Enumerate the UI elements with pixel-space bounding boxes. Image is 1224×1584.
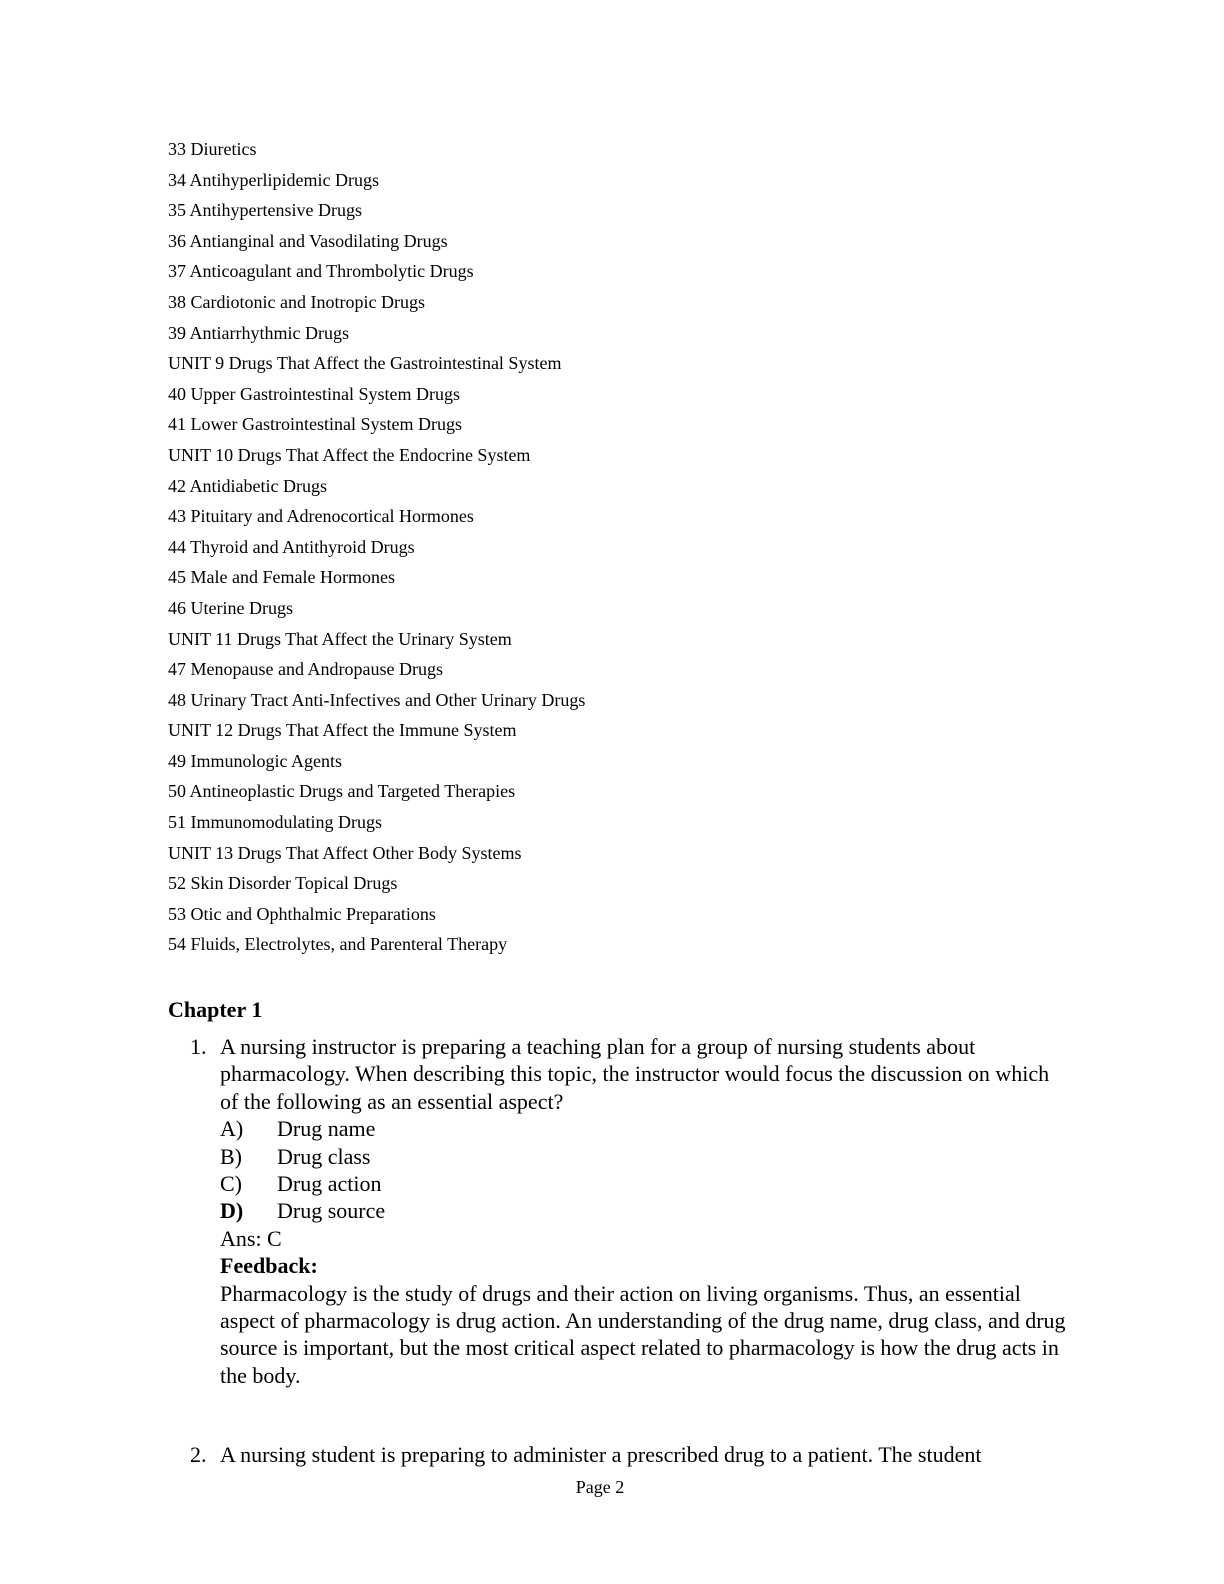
toc-item: 38 Cardiotonic and Inotropic Drugs — [168, 291, 425, 312]
option-text: Drug name — [277, 1116, 376, 1142]
toc-item: 39 Antiarrhythmic Drugs — [168, 322, 349, 343]
toc-item: 44 Thyroid and Antithyroid Drugs — [168, 536, 415, 557]
option-text: Drug action — [277, 1171, 382, 1196]
table-of-contents — [168, 134, 585, 960]
toc-item: 45 Male and Female Hormones — [168, 567, 395, 588]
toc-item: 37 Anticoagulant and Thrombolytic Drugs — [168, 261, 474, 282]
toc-item: 40 Upper Gastrointestinal System Drugs — [168, 383, 460, 404]
feedback-label: Feedback: — [220, 1253, 318, 1279]
answer-option — [220, 1197, 1070, 1224]
toc-item: 54 Fluids, Electrolytes, and Parenteral Therapy — [168, 934, 508, 955]
answer-options — [220, 1115, 1070, 1225]
question-number: 2. — [190, 1442, 207, 1467]
option-letter: C) — [220, 1171, 242, 1196]
answer-key: Ans: C — [220, 1225, 282, 1251]
toc-item: 35 Antihypertensive Drugs — [168, 200, 362, 221]
option-text: Drug source — [277, 1198, 386, 1224]
toc-unit-heading: UNIT 12 Drugs That Affect the Immune System — [168, 720, 517, 741]
option-letter: A) — [220, 1116, 244, 1142]
toc-item: 52 Skin Disorder Topical Drugs — [168, 873, 398, 894]
toc-item: 43 Pituitary and Adrenocortical Hormones — [168, 506, 474, 527]
question-1 — [190, 1033, 1070, 1389]
question-2 — [190, 1441, 1070, 1468]
feedback-text: Pharmacology is the study of drugs and their action on living organisms. Thus, an essential aspect of pharmacology is drug action. An understanding of the drug name, drug class, and drug source is important, but the most critical aspect related to pharmacology is how the drug acts in the body. — [220, 1280, 1066, 1388]
question-text: A nursing instructor is preparing a teaching plan for a group of nursing students about pharmacology. When describing this topic, the instructor would focus the discussion on which of the following as an essential aspect? — [220, 1034, 1050, 1114]
answer-option — [220, 1115, 1070, 1142]
option-letter: D) — [220, 1198, 244, 1224]
question-text: A nursing student is preparing to administer a prescribed drug to a patient. The student — [220, 1442, 982, 1467]
page-number: Page 2 — [575, 1477, 625, 1497]
toc-unit-heading: UNIT 13 Drugs That Affect Other Body Systems — [168, 842, 522, 863]
toc-item: 48 Urinary Tract Anti-Infectives and Other Urinary Drugs — [168, 689, 586, 710]
chapter-heading: Chapter 1 — [168, 997, 263, 1022]
option-letter: B) — [220, 1143, 242, 1169]
option-text: Drug class — [277, 1143, 371, 1169]
question-body — [220, 1033, 1070, 1389]
toc-item: 46 Uterine Drugs — [168, 597, 293, 618]
toc-unit-heading: UNIT 11 Drugs That Affect the Urinary System — [168, 628, 512, 649]
toc-item: 41 Lower Gastrointestinal System Drugs — [168, 414, 462, 435]
answer-option — [220, 1170, 1070, 1197]
answer-option — [220, 1143, 1070, 1170]
toc-item: 53 Otic and Ophthalmic Preparations — [168, 903, 436, 924]
toc-item: 34 Antihyperlipidemic Drugs — [168, 169, 379, 190]
toc-item: 36 Antianginal and Vasodilating Drugs — [168, 230, 448, 251]
toc-unit-heading: UNIT 10 Drugs That Affect the Endocrine System — [168, 444, 531, 465]
toc-item: 51 Immunomodulating Drugs — [168, 812, 382, 833]
toc-unit-heading: UNIT 9 Drugs That Affect the Gastrointestinal System — [168, 353, 562, 374]
question-number: 1. — [190, 1034, 207, 1059]
toc-item: 50 Antineoplastic Drugs and Targeted Therapies — [168, 781, 516, 802]
toc-item: 49 Immunologic Agents — [168, 750, 342, 771]
toc-item: 33 Diuretics — [168, 139, 257, 159]
toc-item: 42 Antidiabetic Drugs — [168, 475, 327, 496]
toc-item: 47 Menopause and Andropause Drugs — [168, 659, 443, 680]
